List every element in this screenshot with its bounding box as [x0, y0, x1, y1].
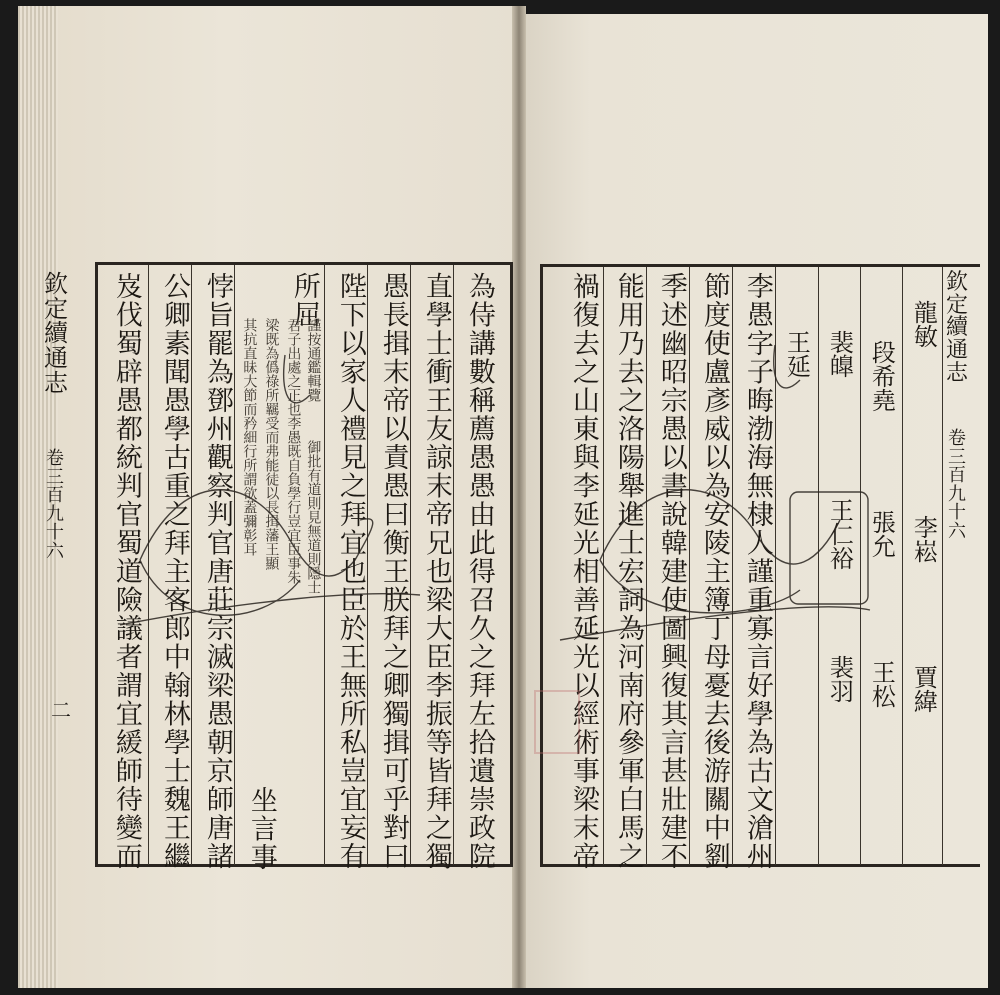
name-list-column [905, 300, 941, 348]
name-list-column [863, 340, 899, 412]
right-running-head-text: 欽定續通志 [946, 270, 969, 386]
right-body-column [606, 272, 650, 871]
note-text: 謹按通鑑輯覽 [305, 318, 322, 402]
left-body-column [414, 272, 458, 871]
note-text: 其抗直昧大節而矜細行所謂欲蓋彌彰耳 [241, 318, 258, 556]
left-folio [46, 700, 76, 721]
column-text: 李愚字子晦渤海無棣人謹重寡言好學為古文滄州 [741, 272, 773, 871]
name-list-column [821, 330, 857, 378]
list-name: 張允 [867, 510, 896, 558]
column-text: 直學士衝王友諒末帝兄也梁大臣李振等皆拜之獨 [420, 272, 452, 871]
list-name: 王仁裕 [825, 498, 854, 570]
note-text: 君子出處之正也李愚既自負學行豈宜臣事朱 [285, 318, 302, 584]
right-running-head-sub-text: 卷三百九十六 [948, 428, 966, 542]
note-column [284, 318, 302, 584]
right-body-column [561, 272, 605, 871]
list-name: 裴皥 [825, 330, 854, 378]
note-text: 梁既為僞祿所羈受而弗能徒以長揖藩王顯 [263, 318, 280, 570]
left-body-column [104, 272, 148, 871]
left-body-column [240, 786, 282, 872]
library-seal [534, 690, 580, 754]
left-running-head-sub [46, 450, 76, 561]
list-name: 王延 [782, 330, 811, 378]
left-body-column [457, 272, 501, 871]
column-text: 季述幽昭宗愚以書說韓建使圖興復其言甚壯建不 [655, 272, 687, 871]
list-name: 王松 [867, 660, 896, 708]
note-column [262, 318, 280, 570]
column-text: 所屈 [288, 272, 320, 329]
left-running-head-sub-text: 卷三百九十六 [46, 448, 64, 562]
column-text: 愚長揖末帝以責愚曰衡王朕拜之卿獨揖可乎對曰 [377, 272, 409, 871]
note-column [240, 318, 258, 556]
list-name: 賈緯 [909, 665, 938, 713]
right-running-head-sub [948, 430, 976, 541]
column-text: 節度使盧彥威以為安陵主簿丁母憂去後游關中劉 [698, 272, 730, 871]
column-text: 能用乃去之洛陽舉進士宏詞為河南府參軍白馬之 [612, 272, 644, 871]
list-name: 李崧 [909, 515, 938, 563]
list-name: 龍敏 [909, 300, 938, 348]
column-rule [942, 267, 943, 865]
list-name: 段希堯 [867, 340, 896, 412]
note-text: 御批有道則見無道則隱士 [305, 440, 322, 594]
left-folio-text: 二 [51, 698, 71, 722]
column-text: 公卿素聞愚學古重之拜主客郎中翰林學士魏王繼 [158, 272, 190, 871]
column-text: 為侍講數稱薦愚愚由此得召久之拜左拾遺崇政院 [463, 272, 495, 871]
column-text: 陛下以家人禮見之拜宜也臣於王無所私豈宜妄有 [334, 272, 366, 871]
right-body-column [735, 272, 779, 871]
right-body-column [649, 272, 693, 871]
right-running-head [946, 272, 976, 385]
column-text: 坐言事 [245, 786, 277, 872]
book-gutter [512, 6, 526, 988]
name-list-column [821, 498, 857, 570]
column-rule [324, 265, 325, 865]
column-text: 悖旨罷為鄧州觀察判官唐莊宗滅梁愚朝京師唐諸 [201, 272, 233, 871]
column-rule [860, 267, 861, 865]
note-column [304, 440, 322, 594]
column-rule [818, 267, 819, 865]
column-rule [148, 265, 149, 865]
name-list-column [778, 330, 814, 378]
name-list-column [863, 510, 899, 558]
left-running-head [44, 272, 78, 396]
left-running-head-text: 欽定續通志 [44, 270, 68, 397]
right-body-column [692, 272, 736, 871]
column-text: 禍復去之山東與李延光相善延光以經術事梁末帝 [567, 272, 599, 871]
column-rule [902, 267, 903, 865]
name-list-column [905, 665, 941, 713]
list-name: 裴羽 [825, 655, 854, 703]
note-column [304, 318, 322, 402]
name-list-column [905, 515, 941, 563]
left-body-column [195, 272, 239, 871]
column-text: 岌伐蜀辟愚都統判官蜀道險議者謂宜緩師待變而 [110, 272, 142, 871]
left-body-column [371, 272, 415, 871]
left-body-column [328, 272, 372, 871]
name-list-column [863, 660, 899, 708]
left-body-column [152, 272, 196, 871]
name-list-column [821, 655, 857, 703]
